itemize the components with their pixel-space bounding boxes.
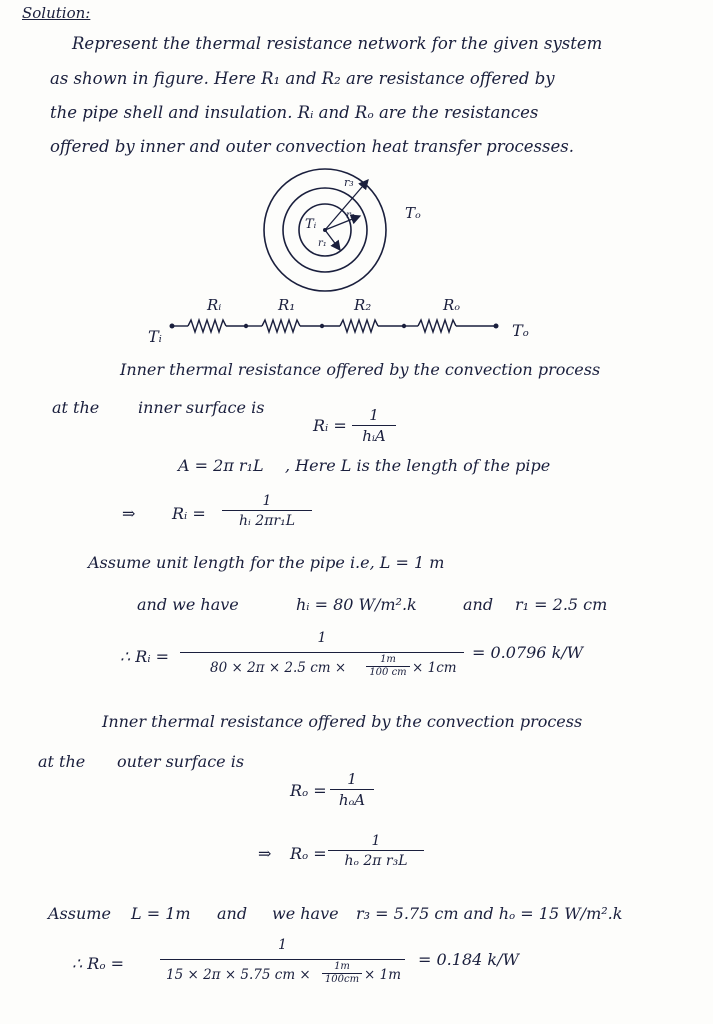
outer-line-2-left: at the [38,752,86,771]
inner-calc-prefix: ∴ Rᵢ = [120,647,170,666]
intro-line-2: as shown in figure. Here R₁ and R₂ are resistance offered by [50,69,555,88]
inner-line-2-left: at the [52,398,100,417]
pipe-cross-section [264,169,386,291]
ri2-denominator: hᵢ 2πr₁L [239,513,295,529]
outer-calc-result: = 0.184 k/W [418,950,519,969]
network-r-o: Rₒ [443,296,461,314]
outer-assume-a: Assume [48,904,111,923]
inner-calc-unit-den: 100 cm [369,667,407,678]
inner-given-hi: hᵢ = 80 W/m².k [296,595,417,614]
label-ti-figure: Tᵢ [305,217,317,232]
outer-calc-numerator: 1 [160,937,405,960]
inner-calc-unit-frac [366,655,410,678]
ro-fraction [330,772,374,808]
inner-line-1: Inner thermal resistance offered by the convection process [120,360,601,379]
ri-denominator: hᵢA [362,427,386,445]
label-r1: r₁ [318,238,327,249]
network-r-1: R₁ [278,296,296,314]
ro2-numerator: 1 [328,834,424,851]
label-r3: r₃ [344,176,354,189]
area-note: , Here L is the length of the pipe [285,456,551,475]
ri2-lhs: Rᵢ = [172,504,206,523]
area-eq: A = 2π r₁L [178,456,264,475]
solution-title: Solution: [22,4,91,22]
outer-calc-prefix: ∴ Rₒ = [72,954,124,973]
ro2-lhs: Rₒ = [290,844,327,863]
inner-assume: Assume unit length for the pipe i.e, L = 1 m [88,553,445,572]
outer-calc-fraction [160,937,405,992]
ro2-arrow: ⇒ [258,844,272,863]
outer-line-2-right: outer surface is [117,752,245,771]
outer-assume-d: we have [272,904,339,923]
outer-assume-b: L = 1m [131,904,191,923]
network-to: Tₒ [512,321,529,340]
ro2-fraction [328,834,424,868]
inner-calc-fraction [180,630,464,685]
ri2-arrow: ⇒ [122,504,136,523]
resistance-network [170,320,499,332]
inner-calc-result: = 0.0796 k/W [472,643,584,662]
inner-given-and: and [463,595,494,614]
ri-fraction [352,408,396,444]
outer-calc-unit-den: 100cm [324,974,360,985]
inner-calc-den-a: 80 × 2π × 2.5 cm × [210,660,347,676]
network-r-2: R₂ [354,296,372,314]
ro-numerator: 1 [330,772,374,790]
label-r2: r₂ [346,210,355,221]
inner-calc-numerator: 1 [180,630,464,653]
network-ti: Tᵢ [148,327,162,346]
label-to-figure: Tₒ [405,204,421,222]
outer-calc-den-a: 15 × 2π × 5.75 cm × [166,967,311,983]
ri-lhs: Rᵢ = [313,416,347,435]
intro-line-3: the pipe shell and insulation. Rᵢ and Rₒ are the resistances [50,103,539,122]
outer-assume-c: and [217,904,248,923]
outer-calc-unit-frac [322,962,362,985]
network-r-i: Rᵢ [207,296,222,314]
ro2-denominator: hₒ 2π r₃L [344,853,408,869]
inner-calc-unit-num: 1m [366,655,410,667]
inner-calc-den-b: × 1cm [412,660,457,676]
ri2-fraction [222,494,312,528]
outer-calc-unit-num: 1m [322,962,362,974]
ri-numerator: 1 [352,408,396,426]
outer-calc-den-b: × 1m [364,967,401,983]
outer-line-1: Inner thermal resistance offered by the convection process [102,712,583,731]
inner-line-2-right: inner surface is [138,398,265,417]
inner-given-prefix: and we have [137,595,239,614]
inner-given-r1: r₁ = 2.5 cm [515,595,608,614]
outer-assume-e: r₃ = 5.75 cm and hₒ = 15 W/m².k [356,904,623,923]
ro-denominator: hₒA [338,791,366,809]
ro-lhs: Rₒ = [290,781,327,800]
intro-line-1: Represent the thermal resistance network for the given system [72,34,603,53]
intro-line-4: offered by inner and outer convection heat transfer processes. [50,137,574,156]
ri2-numerator: 1 [222,494,312,511]
